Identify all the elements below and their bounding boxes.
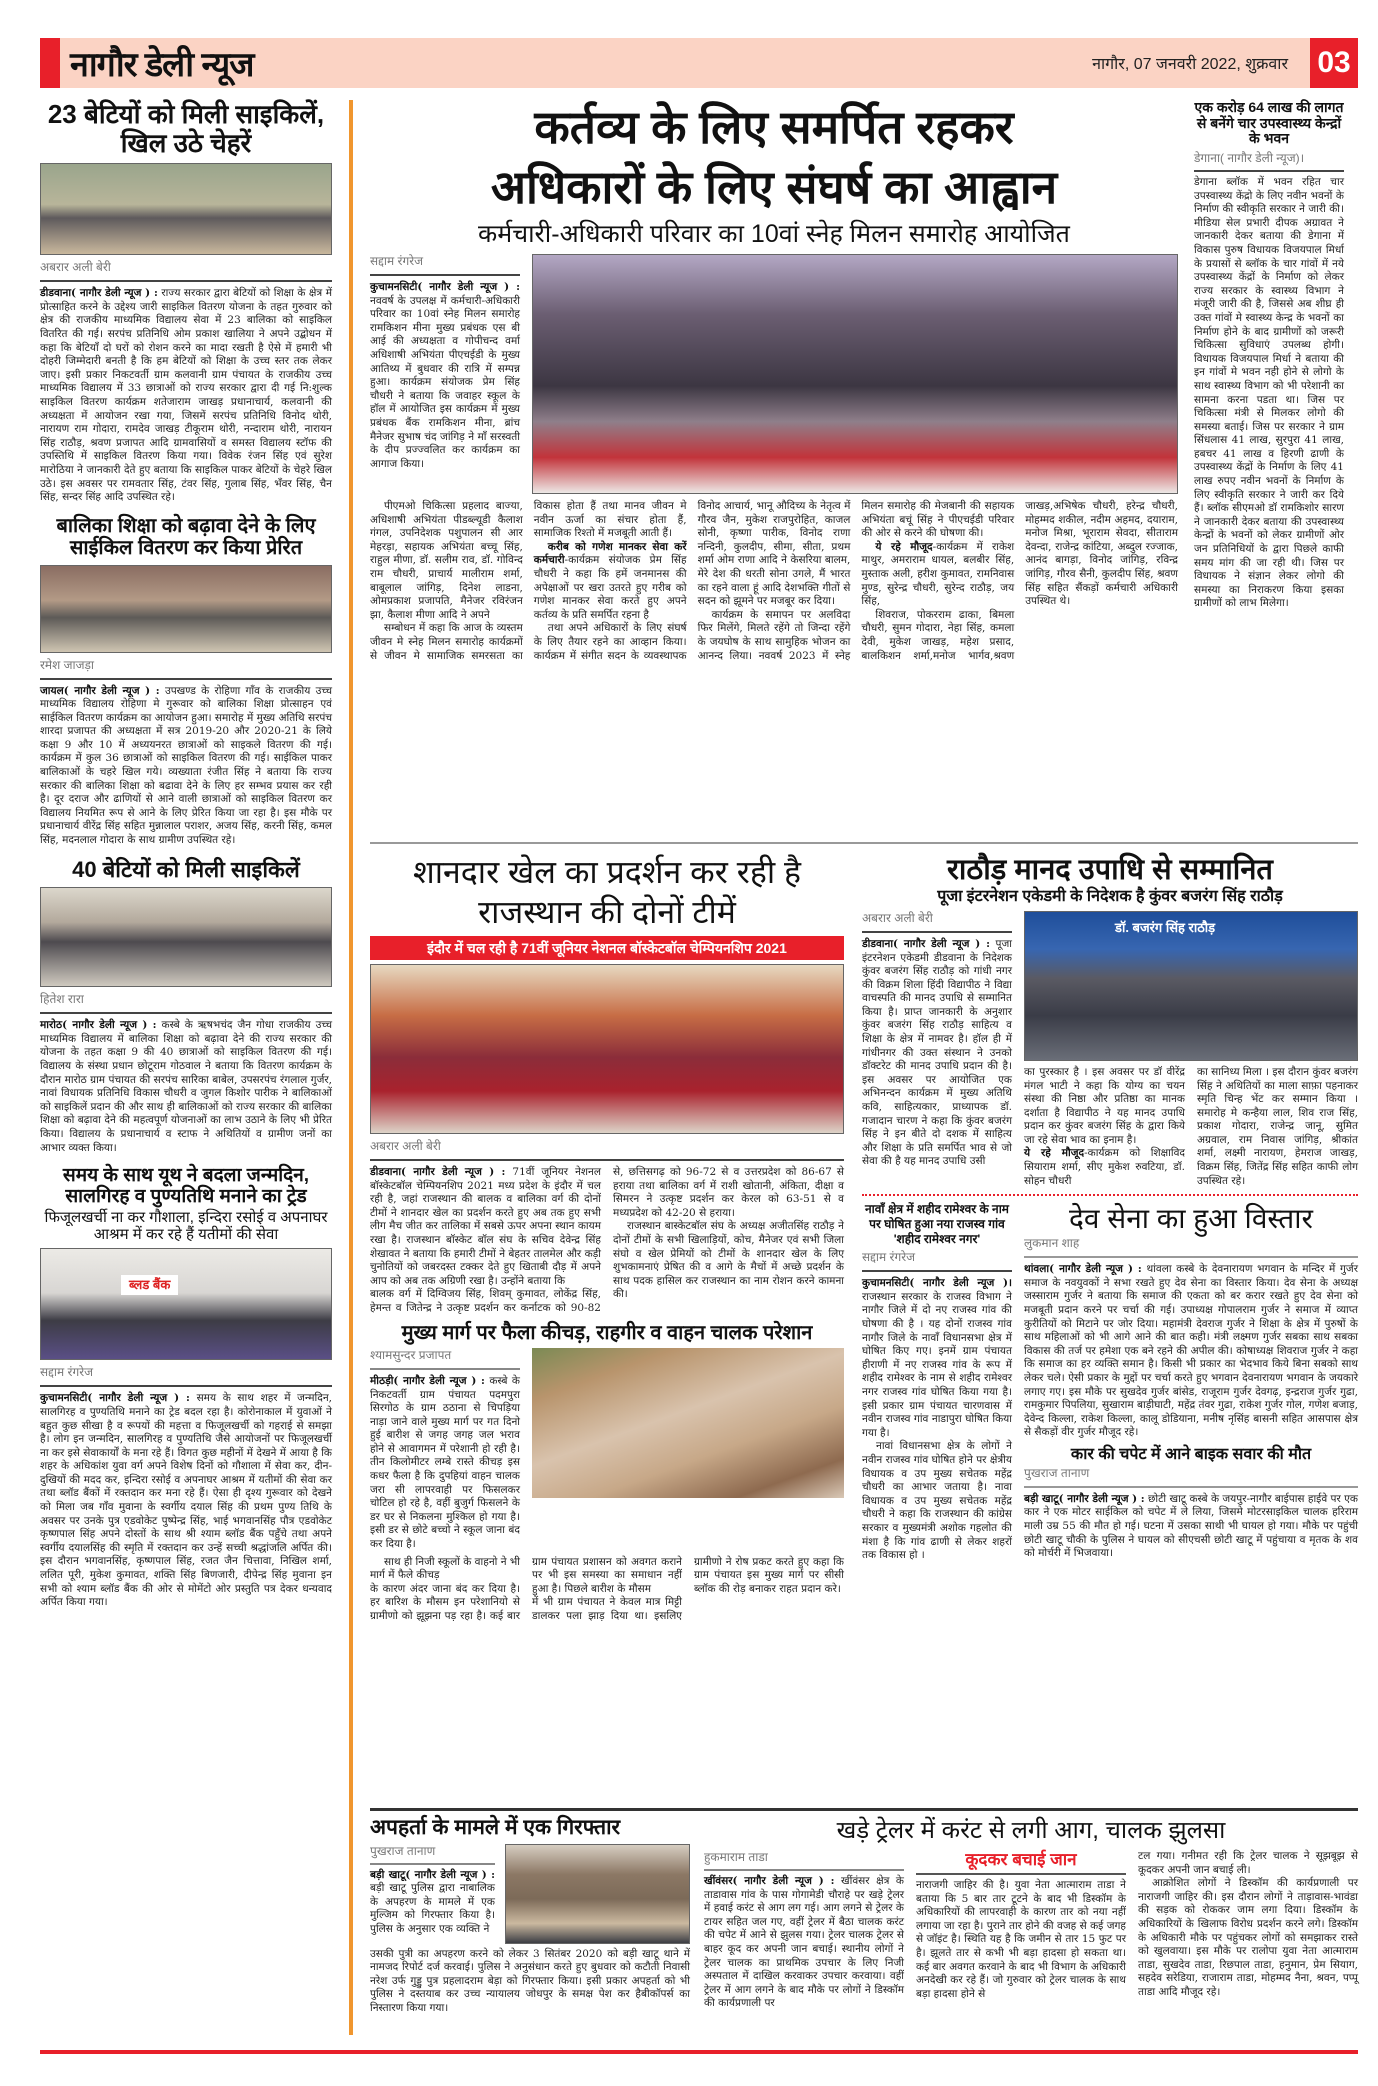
body-text: छोटी खाटू कस्बे के जयपुर-नागौर बाईपास हाईवे पर एक कार ने एक मोटर साईकिल को चपेट में ले लिया, जिसमे मोटरसाइकिल चालक हरिराम माली उम्र 55 की मौत हो गई। घटना में उसका साथी भी घायल हो गया। मौके पर पहुंची छोटी खाटू चौकी के पुलिस ने घायल को सीएचसी छोटी खाटू में पहुंचाया व मृतक के शव को मोर्चरी में भिजवाया। (1024, 1492, 1358, 1560)
article-body: डेगाना ब्लॉक में भवन रहित चार उपस्वास्थ्य केंद्रो के लिए नवीन भवनों के निर्माण की स्वीकृति सरकार ने जारी की। मीडिया सेल प्रभारी दीपक अग्रावत ने जानकारी देकर बताया की डेगाना में विकास पुरुष विधायक विजयपाल मिर्धा के प्रयासों से ब्लॉक के चार गांवों में नये उपस्वास्थ्य केंद्रों के निर्माण को लेकर राज्य सरकार के स्वास्थ्य विभाग ने मंजूरी जारी की है, जिससे अब शीघ्र ही उक्त गांवों मे स्वास्थ्य केन्द्र के भवनों का निर्माण होने के बाद ग्रामीणों को जरूरी चिकित्सा सुविधाएं उपलब्ध होगी। विधायक विजयपाल मिर्धा ने बताया की इन गांवों मे भवन नही होने से लोगो के साथ स्वास्थ्य विभाग को भी परेशानी का सामना करना पडता था। जिस पर चिकित्सा मंत्री से मिलकर लोगो की समस्या बताई। जिस पर सरकार ने ग्राम सिंधलास 41 लाख, सुरपुरा 41 लाख, हबचर 41 लाख व हिरणी ढाणी के उपस्वास्थ्य केंद्रों के निर्माण के लिए 41 लाख रुपए नवीन भवनों के निर्माण के लिए स्वीकृति सरकार ने जारी कर दिये हैं। ब्लॉक सीएमओ डॉ रामकिशोर सारण ने जानकारी देकर बताया की उपस्वास्थ्य केन्द्रों के भवनों को लेकर ग्रामीणों ओर जन प्रतिनिधियों के द्वारा पिछले काफी समय मांग की जा रही थी। जिस पर विधायक ने संज्ञान लेकर लोगो की समस्या का निराकरण किया इसका ग्रामीणों को लाभ मिलेगा। (1194, 176, 1344, 610)
article-girls-education (40, 515, 332, 848)
mud-body-columns (370, 1556, 844, 1624)
divider (370, 1159, 844, 1161)
photo-credit: सद्दाम रंगरेज (862, 1250, 916, 1265)
article-body (1024, 1263, 1358, 1440)
dateline: बड़ी खाटू( नागौर डेली न्यूज ) : (1024, 1492, 1145, 1505)
body-text: बड़ी खाटू पुलिस द्वारा नाबालिक के अपहरण के मामले में एक मुल्जिम को गिरफ्तार किया है। पुलिस के अनुसार एक व्यक्ति ने (370, 1882, 495, 1935)
trailer-col2: नाराजगी जाहिर की है। युवा नेता आत्माराम ताडा ने बताया कि 5 बार तार टूटने के बाद भी डिस्कॉम के अधिकारियों की लापरवाही के कारण तार को नया नहीं लगाया जा रहा है। पुराने तार होने की वजह से कई जगह से जॉइंट है। स्थिति यह है कि जमीन से तार 15 फुट पर है। झूलते तार से कभी भी बड़ा हादसा हो सकता था। कई बार अवगत करवाने के बाद भी विभाग के अधिकारी अनदेखी कर रहे हैं। जो गुरुवार को ट्रेलर चालक के साथ बड़ा हादसा होने से (916, 1879, 1126, 2000)
article-body (862, 1277, 1012, 1440)
dotted-divider (862, 1194, 1358, 1196)
kidnap-left-text (370, 1844, 495, 1937)
newspaper-title: नागौर डेली न्यूज (70, 46, 254, 84)
masthead (40, 38, 1358, 88)
trailer-mid-block (916, 1850, 1126, 2001)
headline: अपहर्ता के मामले में एक गिरफ्तार (370, 1816, 621, 1839)
article-youth-trend (40, 1165, 332, 1610)
photo-rathore-award (1024, 911, 1358, 1061)
body-text: -कार्यक्रम संयोजक प्रेम सिंह चौधरी ने कहा कि हमें जनमानस की अपेक्षाओं पर खरा उतरते हुए गरीब को गणेश मानकर सेवा करते हुए अपने कर्तव्य के प्रति समर्पित रहना है (533, 554, 687, 621)
body-text: नववर्ष के उपलक्ष में कर्मचारी-अधिकारी परिवार का 10वां स्नेह मिलन समारोह रामकिशन मीना मुख्य प्रबंधक एस बी आई की अध्यक्षता व गोपीचन्द वर्मा अधिशाषी अभियंता पीएचईडी के मुख्य आतिथ्य में बुधवार की रात्रि में सम्पन्न हुआ। कार्यक्रम संयोजक प्रेम सिंह चौधरी ने बताया कि जवाहर स्कूल के हॉल में आयोजित इस कार्यक्रम में मुख्य प्रबंधक बैंक रामकिशन मीना, ब्रांच मैनेजर सुभाष चंद जांगिड़ ने माँ सरस्वती के दीप प्रज्ज्वलित कर कार्यक्रम का आगाज किया। (370, 294, 520, 470)
photo-cycle-distribution (40, 565, 332, 653)
edition-date: नागौर, 07 जनवरी 2022, शुक्रवार (1092, 56, 1288, 73)
trailer-col1 (704, 1875, 904, 2011)
section-divider (370, 1808, 1358, 1811)
left-column (40, 100, 332, 1610)
divider (916, 1873, 1126, 1875)
lead-photo-credit: सद्दाम रंगरेज (370, 254, 424, 268)
headline: 23 बेटियों को मिली साइकिलें, खिल उठे चेहरें (47, 99, 325, 159)
trailer-right-block (1138, 1850, 1358, 2000)
article-body (40, 287, 332, 505)
body-text: 71वीं जूनियर नेशनल बॉस्केटबॉल चेम्पियनशिप 2021 मध्य प्रदेश के इंदौर में चल रही है, जहां राजस्थान की बालक व बालिका वर्ग की दोनों टीमों ने शानदार खेल का प्रदर्शन करते हुए अब तक हुए सभी लीग मैच जीत कर तालिका में सबसे ऊपर अपना स्थान कायम रखा है। राजस्थान बॉस्केट बॉल संघ के सचिव देवेन्द्र सिंह शेखावत ने बताया कि हमारी टीमों ने बेहतर तालमेल और कड़ी चुनोतियों को जबरदस्त टक्कर देते हुए खिताबी दौड़ में अपने आप को अब तक अग्रिणी रखा है। उन्होंने बताया कि (370, 1166, 601, 1287)
lower-right-row (862, 1202, 1358, 1562)
lead-col4: कार्यक्रम के समापन पर अलविदा फिर मिलेंगे, मिलते रहेंगे तो जिन्दा रहेंगे के जयघोष के साथ सामुहिक भोजन का आनन्द लिया। नववर्ष 2023 में स्नेह मिलन समारोह की मेजबानी की सहायक अभियंता बचूं सिंह ने पीएचईडी परिवार की ओर से करने की घोषणा की। (697, 500, 1015, 662)
blood-bank-sign: ब्लड बैंक (121, 1275, 178, 1295)
lead-col2: सम्बोधन में कहा कि आज के व्यस्तम जीवन मे स्नेह मिलन समारोह कार्यक्रमों से जीवन मे सामाजिक समरसता का विकास होता हैं तथा मानव जीवन मे नवीन ऊर्जा का संचार होता हैं, सामाजिक रिश्तो में मजबूती आती हैं। (370, 500, 687, 662)
trailer-col3b: आक्रोशित लोगों ने डिस्कॉम की कार्यप्रणाली पर नाराजगी जाहिर की। इस दौरान लोगों ने ताड़ावास-भावंडा की सड़क को रोककर जाम लगा दिया। डिस्कॉम के अधिकारियों के खिलाफ विरोध प्रदर्शन करने लगे। डिस्कॉम के अधिकारी मौके पर पहुंचकर लोगों को समझाकर रास्ते को खुलवाया। इस मौके पर रालोपा युवा नेता आत्माराम ताडा, सुखदेव ताडा, रिछपाल ताडा, हनुमान, प्रेम सियाग, सहदेव सरेडिया, राजाराम ताडा, मोहम्मद नैना, श्रवन, पप्पू ताडा आदि मौजूद रहे। (1138, 1877, 1358, 1998)
article-health-centers (1194, 100, 1344, 611)
photo-credit: अबरार अली बेरी (370, 1139, 441, 1153)
article-body (1024, 1493, 1358, 1561)
divider (1194, 170, 1344, 172)
subheadline: पूजा इंटरनेशन एकेडमी के निदेशक है कुंवर बजरंग सिंह राठौड़ (937, 888, 1283, 905)
lead-top-row (370, 254, 1178, 494)
article-mud-road (370, 1322, 844, 1624)
rathore-top-row (862, 911, 1358, 1188)
headline: नावाँ क्षेत्र में शहीद रामेश्वर के नाम पर घोषित हुआ नया राजस्व गांव 'शहीद रामेश्वर नगर' (864, 1202, 1009, 1247)
headline: एक करोड़ 64 लाख की लागत से बनेंगे चार उपस्वास्थ्य केन्द्रों के भवन (1194, 99, 1344, 147)
dateline: डेगाना( नागौर डेली न्यूज)। (1194, 151, 1305, 166)
divider (370, 1368, 520, 1370)
lead-col2-continued (534, 541, 687, 623)
headline: बालिका शिक्षा को बढ़ावा देने के लिए साईकिल वितरण कर किया प्रेरित (56, 514, 316, 560)
strap: कूदकर बचाई जान (965, 1850, 1077, 1869)
body-text: -कार्यक्रम को शिक्षाविद सियाराम शर्मा, सीए मुकेश रुवटिया, डॉ. सोहन चौधरी (1024, 1147, 1186, 1187)
photo-credit: पुखराज तानाण (370, 1843, 436, 1858)
headline: देव सेना का हुआ विस्तार (1069, 1203, 1313, 1235)
body-text: थांवला कस्बे के देवनारायण भगवान के मन्दिर में गुर्जर समाज के नवयुवकों ने सभा रखते हुए देव सेना का विस्तार किया। देव सेना के अध्यक्ष जस्साराम गुर्जर ने बताया कि समाज की एकता को बर करार रखते हुए देव सेना को मजबूती प्रदान करने पर चर्चा की गई। उपाध्यक्ष गोपालराम गुर्जर ने समाज में व्याप्त कुरीतियों को मिटाने पर जोर दिया। महामंत्री देवराज गुर्जर ने शिक्षा के क्षेत्र में पुरुषों के साथ महिलाओं को भी आगे आने की बात कही। मंत्री लक्ष्मण गुर्जर सबका साथ सबका विकास की तर्ज पर हमेशा एक बने रहने की अपील की। कोषाध्यक्ष शिवराज गुर्जर ने कहा कि समाज का हर व्यक्ति समान है। किसी भी प्रकार का भेदभाव किये बिना सबको साथ लेकर चले। ऐसी प्रकार के मुद्दों पर चर्चा करते हुए भगवान देवनारायण भगवान के जयकारे लगाए गए। इस मौके पर सुखदेव गुर्जर बांसेड, राजूराम गुर्जर देवगढ़, इन्द्रराज गुर्जर गुढा, रामकुमार पिपलिया, सुखाराम बाड़ीघाटी, महेंद्र तंवर गुढा, राकेश गुर्जर गोल, गणेश बजाड़, देवेन्द किल्ला, राकेश किल्ला, कालू डोडियाना, मनीष नृसिंह बासनी सहित आसपास क्षेत्र से सैकड़ों वीर गुर्जर मौजूद रहे। (1024, 1263, 1358, 1439)
divider (1024, 1256, 1358, 1258)
column-divider (349, 100, 353, 2035)
dateline: जायल( नागौर डेली न्यूज ) : (40, 684, 160, 697)
strap: इंदौर में चल रही है 71वीं जूनियर नेशनल बॉस्केटबॉल चेम्पियनशिप 2021 (370, 936, 844, 960)
subhead: करीब को गणेश मानकर सेवा करें कर्मचारी (533, 540, 687, 567)
article-kidnap (370, 1816, 690, 2015)
lead-col5: शिवराज, पोकरराम ढाका, बिमला चौधरी, सुमन गोदारा, नेहा सिंह, कमला देवी, मुकेश जाखड़, महेश प्रसाद, बालकिशन शर्मा,मनोज भार्गव,श्रवण जाखड़,अभिषेक चौधरी, हरेन्द्र चौधरी, मोहम्मद शकील, नदीम अहमद, दयाराम, मनोज मिश्रा, भूराराम सेवदा, सीताराम देवन्दा, राजेन्द्र कांटिया, अब्दुल रज्जाक, आनंद बागड़ा, विनोद जांगिड़, रविन्द्र जांगिड़, गौरव सैनी, कुलदीप सिंह, श्रवण सिंह सहित सैंकड़ों कर्मचारी अधिकारी उपस्थित थे। (861, 500, 1178, 662)
headline: मुख्य मार्ग पर फैला कीचड़, राहगीर व वाहन चालक परेशान (401, 1321, 813, 1344)
photo-credit: अबरार अली बेरी (40, 260, 111, 275)
middle-right-column (862, 852, 1358, 1563)
photo-credit: पुखराज तानाण (1024, 1465, 1090, 1480)
rathore-col2: का पुरस्कार है । इस अवसर पर डॉ वीरेंद्र मंगल भाटी ने कहा कि योग्य का चयन संस्था की निष्ठा और प्रतिष्ठा का मानक दर्शाता है विद्यापीठ ने यह मानद उपाधि प्रदान कर कुंवर बजरंग सिंह के द्वारा किये जा रहे सेवा भाव का इनाम है। (1024, 1065, 1185, 1146)
photo-school-cycles (40, 887, 332, 987)
mud-top-row (370, 1348, 844, 1552)
headline: समय के साथ यूथ ने बदला जन्मदिन, सालगिरह व पुण्यतिथि मनाने का ट्रेड (62, 1165, 310, 1208)
body-text: कस्बे के ऋषभचंद जैन गोधा राजकीय उच्च माध्यमिक विद्यालय में बालिका शिक्षा को बढ़ावा देने की राज्य सरकार की योजना के तहत कक्षा 9 की 40 छात्राओं को साइकिल वितरण की गई। विद्यालय के संस्था प्रधान छोटूराम गोठवाल ने बताया कि वितरण कार्यक्रम के दौरान मारोठ ग्राम पंचायत की सरपंच सारिका बाबेल, उपसरपंच रंगलाल गुर्जर, नावां विधायक प्रतिनिधि विकास चौधरी व जुगल किशोर पारीक ने बालिकाओं को साइकिलें प्रदान की और साथ ही बालिकाओं को राज्य सरकार की बालिका शिक्षा को बढ़ावा देने की महत्वपूर्ण योजनाओं का लाभ उठाने के लिए भी प्रेरित किया। विद्यालय के प्रधानाचार्य व स्टाफ ने अथितियों व ग्रामीण जनों का आभार व्यक्त किया। (40, 1019, 333, 1154)
headline: राठौड़ मानद उपाधि से सम्मानित (947, 854, 1273, 886)
basketball-col2b: राजस्थान बास्केटबॉल संघ के अध्यक्ष अजीतसिंह राठौड़ ने दोनों टीमों के सभी खिलाड़ियों, कोच, मैनेजर एवं सभी जिला संघो व खेल प्रेमियों को टीमों के शानदार खेल के लिए शुभकामनाएं प्रेषित की व आगे के मैचों में अच्छे प्रदर्शन के साथ पदक हासिल कर राजस्थान का नाम रोशन करने कामना की। (613, 1220, 844, 1301)
body-text: कस्बे के निकटवर्ती ग्राम पंचायत पदमपुरा सिरगोठ के ग्राम ठठाना से चिपड़िया नाड़ा जाने वाले मुख्य मार्ग पर गत दिनो हुई बारीश से जगह जगह जल भराव होने से आवागमन में परेशानी हो रही है। तीन किलोमीटर लम्बे रास्ते कीचड़ इस कधर फैला है कि दुपहियां वाहन चालक जरा सी लापरवाही पर फिसलकर चोटिल हो रहे है, वहीं बुजुर्ग फिसलने के डर घर से निकलना मुश्किल हो गया है। इसी डर से छोटे बच्चो ने स्कूल जाना बंद कर दिया है। (370, 1374, 521, 1551)
lead-left-text (370, 254, 520, 471)
dateline: डीडवाना( नागौर डेली न्यूज ) : (862, 937, 990, 950)
mud-col1b: साथ ही निजी स्कूलों के वाहनो ने भी मार्ग में फैले कीचड़ (370, 1555, 520, 1582)
photo-credit: श्यामसुन्दर प्रजापत (370, 1347, 452, 1362)
photo-credit: रमेश जाजड़ा (40, 657, 95, 672)
photo-credit: अबरार अली बेरी (862, 910, 933, 925)
basketball-col1 (370, 1166, 601, 1288)
kidnap-top-row (370, 1844, 690, 1944)
article-40-girls (40, 858, 332, 1156)
lead-headline-line1: कर्तव्य के लिए समर्पित रहकर (534, 101, 1014, 153)
headline: कार की चपेट में आने बाइक सवार की मौत (1070, 1445, 1312, 1463)
dateline: कुचामनसिटी( नागौर डेली न्यूज )। (862, 1277, 1012, 1290)
article-body (40, 1392, 332, 1610)
body-text: राजस्थान सरकार के राजस्व विभाग ने नागौर जिले में दो नए राजस्व गांव की घोषणा की है । यह दोनों राजस्व गांव नागौर जिले के नावाँ विधानसभा क्षेत्र में घोषित किए गए। इनमें ग्राम पंचायत हीराणी में नए राजस्व गांव के रूप में शहीद रामेश्वर के नाम से शहीद रामेश्वर नगर राजस्व गांव घोषित किया गया है। इसी प्रकार ग्राम पंचायत चारणवास में नवीन राजस्व गांव नाडापुरा घोषित किया गया है। (862, 1290, 1012, 1439)
photo-credit: हुकमाराम ताडा (704, 1850, 768, 1864)
dateline: खींवंसर( नागौर डेली न्यूज ) : (704, 1875, 835, 1887)
rathore-right-block (1024, 911, 1358, 1188)
article-trailer-fire (704, 1816, 1358, 2011)
rathore-columns (1024, 1066, 1358, 1188)
subhead: ये रहे मौजूद (1024, 1147, 1085, 1160)
photo-banner-text: डॉ. बजरंग सिंह राठौड़ (1115, 919, 1216, 935)
kidnap-col1 (370, 1869, 495, 1937)
dateline: कुचामनसिटी( नागौर डेली न्यूज ) : (370, 281, 520, 293)
masthead-accent-bar (40, 38, 60, 88)
rathore-col2-continued (1024, 1147, 1185, 1188)
body-text: समय के साथ शहर में जन्मदिन, सालगिरह व पुण्यतिथि मनाने का ट्रेड बदल रहा है। कोरोनाकाल में युवाओं ने बहुत कुछ सीखा है व रूपयों की महत्ता व फिजूलखर्ची को गहराई से समझा है। लोग इन जन्मदिन, सालगिरह व पुण्यतिथि जैसे आयोजनों पर फिजूलखर्ची ना कर इसे सेवाकार्यों के मना रहे हैं। विगत कुछ महीनों में देखने में आया है कि शहर के अधिकांश युवा वर्ग अपने विशेष दिनों को गौशाला में सेवा कर, दीन-दुखियों की मदद कर, इन्दिरा रसोई व अपनाघर आश्रम में यतीमों की सेवा कर तथा ब्लॉड बैंकों में रक्तदान कर मना रहे हैं। ऐसा ही दृश्य गुरूवार को देखने को मिला जब गाँव मुवाना के स्वर्गीय दयाल सिंह की प्रथम पुण्य तिथि के अवसर पर उनके पुत्र एडवोकेट पुष्पेन्द्र सिंह, भाई भगवानसिंह पौत्र एडवोकेट कृष्णपाल सिंह अपने दोस्तों के साथ श्री श्याम ब्लॉड बैंक पहुँचे तथा अपने स्वर्गीय दयालसिंह की स्मृति में रक्तदान कर उन्हें सच्ची श्रद्धांजलि अर्पित की। इस दौरान भगवानसिंह, कृष्णपाल सिंह, रजत जैन चित्तावा, निखिल शर्मा, ललित पूरी, मुकेश कुमावत, शक्ति सिंह बिणजारी, दीपेन्द्र सिंह मुवाना इन सभी को श्याम ब्लॉड बैंक की ओर से मोमेंटो ओर प्रस्तुति पत्र देकर धन्यवाद अर्पित किया गया। (40, 1392, 333, 1609)
photo-muddy-road (532, 1348, 844, 1498)
divider (40, 1385, 332, 1387)
rathore-col3: का सानिध्य मिला । इस दौरान कुंवर बजरंग सिंह ने अथितियों का माला साफ़ा पहनाकर स्मृति चिन्ह भेंट कर सम्मान किया । समारोह मे कन्हैया लाल, शिव राज सिंह, प्रकाश गोदारा, राजेन्द्र जानू, सुमित अग्रवाल, राम निवास जांगिड़, श्रीकांत शर्मा, लक्ष्मी नारायण, हेमराज जाखड़, विक्रम सिंह, जितेंद्र सिंह सहित काफी लोग उपस्थित रहे। (1197, 1065, 1358, 1187)
page-bottom-rule (40, 2050, 1358, 2054)
mud-left-text (370, 1348, 520, 1552)
trailer-col3: टल गया। गनीमत रही कि ट्रेलर चालक ने सूझबूझ से कूदकर अपनी जान बचाई ली। (1138, 1850, 1358, 1876)
subheadline: फिजूलखर्ची ना कर गौशाला, इन्दिरा रसोई व अपनाघर आश्रम में कर रहे हैं यतीमों की सेवा (44, 1208, 328, 1243)
lead-article (370, 100, 1178, 663)
photo-blood-bank (40, 1248, 332, 1360)
article-body-2: नावां विधानसभा क्षेत्र के लोगों ने नवीन राजस्व गांव घोषित होने पर क्षेत्रीय विधायक व उप मुख्य सचेतक महेंद्र चौधरी का आभार जताया है। नावा विधायक व उप मुख्य सचेतक महेंद्र चौधरी ने कहा कि राजस्थान की कांग्रेस सरकार व मुख्यमंत्री अशोक गहलोत की मंशा है कि गांव ढाणी से लेकर शहरों तक विकास हो । (862, 1440, 1012, 1562)
basketball-col2: बालक वर्ग में दिग्विजय सिंह, शिवम् कुमावत, लोकेंद्र सिंह, हेमन्त व जितेन्द्र ने उत्कृष्ट प्रदर्शन कर कर्नाटक को 90-82 से, छत्तिसगढ़ को 96-72 से व उत्तरप्रदेश को 86-67 से हराया तथा बालिका वर्ग में राशी खोतानी, अंकिता, दीक्षा व सिमरन ने उत्कृष्ट प्रदर्शन कर केरल को 63-51 से व मध्यप्रदेश को 42-20 से हराया। (370, 1166, 844, 1314)
body-text: -कार्यक्रम में राकेश माथुर, अमराराम धायल, बलबीर सिंह, मुस्ताक अली, हरीश कुमावत, रामनिवास मुण्ड, सुरेन्द्र चौधरी, सुरेन्द राठौड़, जय सिंह, (861, 540, 1015, 608)
lead-col4-continued (861, 541, 1014, 609)
article-23-girls (40, 100, 332, 505)
divider (862, 1270, 1012, 1272)
middle-left-column (370, 852, 844, 1624)
photo-basketball-team (370, 964, 844, 1134)
divider (40, 1012, 332, 1014)
lead-col1b: पीएमओ चिकित्सा प्रहलाद बाज्या, अधिशाषी अभियंता पीडब्ल्यूडी कैलाश गंगल, उपनिदेशक पशुपालन सी आर मेहरड़ा, सहायक अभियंता बच्चू सिंह, राहुल मीणा, डॉ. सलीम राव, डॉ. गोविन्द राम चौधरी, प्राचार्य मालीराम शर्मा, बाबूलाल जांगिड़, दिनेश लाडना, ओमप्रकाश प्रजापति, मैनेजर रविरंजन झा, कैलाश मीणा आदि ने अपने (370, 500, 523, 621)
section-divider (370, 842, 1358, 844)
divider (704, 1869, 904, 1871)
article-rathore (862, 852, 1358, 1188)
divider (862, 931, 1012, 933)
headline: 40 बेटियों को मिली साइकिलें (72, 856, 300, 882)
lead-columns (370, 500, 1178, 663)
rathore-left-text (862, 911, 1012, 1169)
divider (40, 280, 332, 282)
dateline: कुचामनसिटी( नागौर डेली न्यूज ) : (40, 1392, 190, 1405)
lead-subheadline: कर्मचारी-अधिकारी परिवार का 10वां स्नेह मिलन समारोह आयोजित (478, 220, 1070, 248)
body-text: राज्य सरकार द्वारा बेटियों को शिक्षा के क्षेत्र में प्रोत्साहित करने के उद्देश्य जारी साइकिल वितरण योजना के तहत गुरुवार को क्षेत्र की राजकीय माध्यमिक विद्यालय सेवा में 23 बालिका को साइकिल वितरित की गई। सरपंच प्रतिनिधि ओम प्रकाश खालिया ने अपने उद्बोधन में कहा कि बेटियाँ दो घरों को रोशन करने का मादा रखती है ऐसे में हमारी भी दोहरी जिम्मेदारी बनती है कि हम बेटियों को शिक्षा के उच्च स्तर तक लेकर जाए। इसी प्रकार निकटवर्ती ग्राम कलवानी ग्राम पंचायत के राजकीय उच्च माध्यमिक विद्यालय में 33 छात्राओं को राज्य सरकार द्वारा दी गई नि:शुल्क साइकिल वितरण कार्यक्रम शतेजाराम जाखड़ प्रधानाचार्य, कलवानी की अध्यक्षता में आयोजन रखा गया, जिसमें सरपंच प्रतिनिधि विनोद थोरी, नारायण राम गोदारा, रामदेव जाखड़ टीकूराम थोरी, नन्दाराम थोरी, नारायन सिंह राठौड़, श्रवण प्रजापत आदि ग्रामवासियों व समस्त विद्यालय स्टॉफ की उपस्तिथि में साइकिल वितरण किया गया। विवेक रंजन सिंह एवं सुरेश मारोठिया ने जानकारी देते हुए बताया कि साइकिल पाकर बेटियों के चेहरे खिल उठे। इस अवसर पर रामवतार सिंह, टंवर सिंह, गुलाब सिंह, भँवर सिंह, चैन सिंह, सन्दर सिंह आदि उपस्थित रहे। (40, 287, 332, 504)
lower-right-stack (1024, 1202, 1358, 1561)
lead-headline-line2: अधिकारों के लिए संघर्ष का आह्वान (490, 161, 1058, 213)
headline: शानदार खेल का प्रदर्शन कर रही है राजस्थान की दोनों टीमें (412, 854, 801, 930)
photo-credit: सद्दाम रंगरेज (40, 1365, 94, 1380)
article-dev-sena (1024, 1202, 1358, 1440)
trailer-left-block (704, 1850, 904, 2011)
kidnap-col2: उसकी पुत्री का अपहरण करने को लेकर 3 सितंबर 2020 को बड़ी खाटू थाने में नामजद रिपोर्ट दर्ज करवाई। पुलिस ने अनुसंधान करते हुए बुधवार को कटौती निवासी नरेश उर्फ गुड्डु पुत्र प्रहलादराम बेड़ा को गिरफ्तार किया। इसी प्रकार अपहर्ता को भी पुलिस ने दस्तयाब कर उच्च न्यायालय जोधपुर के समक्ष पेश कर हैबीकॉपर्स का निस्तारण किया गया। (370, 1947, 690, 2014)
article-bike-death (1024, 1446, 1358, 1561)
body-text: खींवंसर क्षेत्र के ताडावास गांव के पास गोगामेडी चौराहे पर खड़े ट्रेलर में हवाई करंट से आग लग गई। आग लगने से ट्रेलर के टायर सहित जल गए, वहीं ट्रेलर में बैठा चालक करंट की चपेट में आने से झुलस गया। ट्रेलर चालक ट्रेलर से बाहर कूद कर अपनी जान बचाई। स्थानीय लोगों ने ट्रेलर चालक का प्राथमिक उपचार के लिए निजी अस्पताल में दाखिल करवाकर उपचार करवाया। वहीं ट्रेलर में आग लगने के बाद मौके पर लोगों ने डिस्कॉम की कार्यप्रणाली पर (704, 1875, 904, 2010)
dateline: थांवला( नागौर डेली न्यूज ) : (1024, 1263, 1142, 1276)
mud-col3: में भी ग्राम पंचायत ने केवल मात्र मिट्टी डालकर पला झाड़ दिया था। इसलिए ग्रामीणो ने रोष प्रकट करते हुए कहा कि ग्राम पंचायत इस मुख्य मार्ग पर सीसी ब्लॉक की रोड़ बनाकर राहत प्रदान करे। (532, 1555, 844, 1623)
article-shaheed-village (862, 1202, 1012, 1562)
photo-police-arrest (505, 1844, 690, 1944)
rathore-col1 (862, 938, 1012, 1169)
body-text: पूजा इंटरनेशन एकेडमी डीडवाना के निदेशक कुंवर बजरंग सिंह राठौड़ को गांधी नगर की विक्रम शिला हिंदी विद्यापीठ ने विद्या वाचस्पति की मानद उपाधि से सम्मानित किया है। प्राप्त जानकारी के अनुशार कुंवर बजरंग सिंह राठौड़ साहित्य व शिक्षा के क्षेत्र में नामवर है। हॉल ही में गांधीनगर की उक्त संस्थान ने उनको डॉक्टरेट की मानद उपाधि प्रदान की है। इस अवसर पर आयोजित एक अभिनन्दन कार्यक्रम में मुख्य अतिथि कवि, साहित्यकार, प्राध्यापक डॉ. गजादान चारण ने कहा कि कुंवर बजरंग सिंह ने इन बीते दो दशक में साहित्य और शिक्षा के प्रति समर्पित भाव से जो सेवा की है यह मानद उपाधि उसी (862, 937, 1012, 1168)
subhead: ये रहे मौजूद (875, 540, 933, 553)
article-body (40, 685, 332, 848)
photo-girls-with-bicycles (40, 163, 332, 255)
photo-credit: लुकमान शाह (1024, 1236, 1080, 1251)
lead-col1 (370, 281, 520, 471)
divider (370, 1863, 495, 1865)
dateline: डीडवाना( नागौर डेली न्यूज ) : (40, 287, 158, 300)
lead-photo-group (532, 254, 1178, 494)
mud-col2: के कारण अंदर जाना बंद कर दिया है। हर बारिश के मौसम इन परेशानियो से ग्रामीणो को झूझना पड़ रहा है। कई बार ग्राम पंचायत प्रशासन को अवगत कराने पर भी इस समस्या का समाधान नहीं हुआ है। पिछले बारीश के मौसम (370, 1555, 682, 1623)
divider (40, 678, 332, 680)
mud-col1 (370, 1375, 520, 1552)
dateline: मारोठ( नागौर डेली न्यूज ) : (40, 1019, 157, 1032)
page-number: 03 (1310, 38, 1358, 88)
photo-credit: हितेश रारा (40, 992, 84, 1007)
dateline: डीडवाना( नागौर डेली न्यूज ) : (370, 1166, 506, 1178)
article-body (40, 1019, 332, 1155)
divider (370, 274, 520, 276)
lead-col3: तथा अपने अधिकारों के लिए संघर्ष के लिए तैयार रहने का आव्हान किया। कार्यक्रम में संगीत सदन के व्यवस्थापक विनोद आचार्य, भानू औदिच्य के नेतृत्व में गौरव जैन, मुकेश राजपुरोहित, काजल सोनी, कृष्णा पारीक, विनोद राणा नन्दिनी, कुलदीप, सीमा, सीता, प्रथम शर्मा ओम राणा आदि ने केसरिया बालम, मेरे देश की धरती सोना उगले, मैं भारत का रहने वाला हूं आदि देशभक्ति गीतों से सदन को झूमने पर मजबूर कर दिया। (533, 500, 851, 662)
dateline: मीठड़ी( नागौर डेली न्यूज ) : (370, 1374, 485, 1387)
article-basketball (370, 852, 844, 1316)
body-text: उपखण्ड के रोहिणा गाँव के राजकीय उच्च माध्यमिक विद्यालय रोहिणा मे गुरूवार को बालिका शिक्षा प्रोत्साहन एवं साईकिल वितरण कार्यक्रम का आयोजन हुआ। समारोह में मुख्य अतिथि सरपंच शारदा प्रजापत की अध्यक्षता में सत्र 2019-20 और 2020-21 के लिये कक्षा 9 और 10 में अध्ययनरत छात्राओं को साइकले वितरण की गई। कार्यक्रम में कुल 36 छात्राओं को साइकिल वितरण की गई। साईकिल पाकर बालिकाओं के चहरे खिल गये। व्यख्याता रंजीत सिंह ने बताया कि राज्य सरकार की बालिका शिक्षा को बढावा देने के लिए हर सम्भव प्रयास कर रही है। दूर दराज और ढाणियों से आने वाली छात्राओं को साइकिल वितरण कर विद्यालय नियमित रूप से आने के लिए प्रेरित किया जा रहा है। इस मौके पर प्रधानाचार्य वीरेंद्र सिंह सहित मुन्नालाल पराशर, अजय सिंह, करनी सिंह, कमल सिंह, मदनलाल गोदारा के साथ ग्रामीण उपस्थित रहे। (40, 684, 333, 847)
divider (1024, 1486, 1358, 1488)
headline: खड़े ट्रेलर में करंट से लगी आग, चालक झुलसा (836, 1817, 1226, 1844)
basketball-body (370, 1166, 844, 1316)
trailer-row (704, 1850, 1358, 2011)
dateline: बड़ी खाटू( नागौर डेली न्यूज ) : (370, 1868, 495, 1881)
